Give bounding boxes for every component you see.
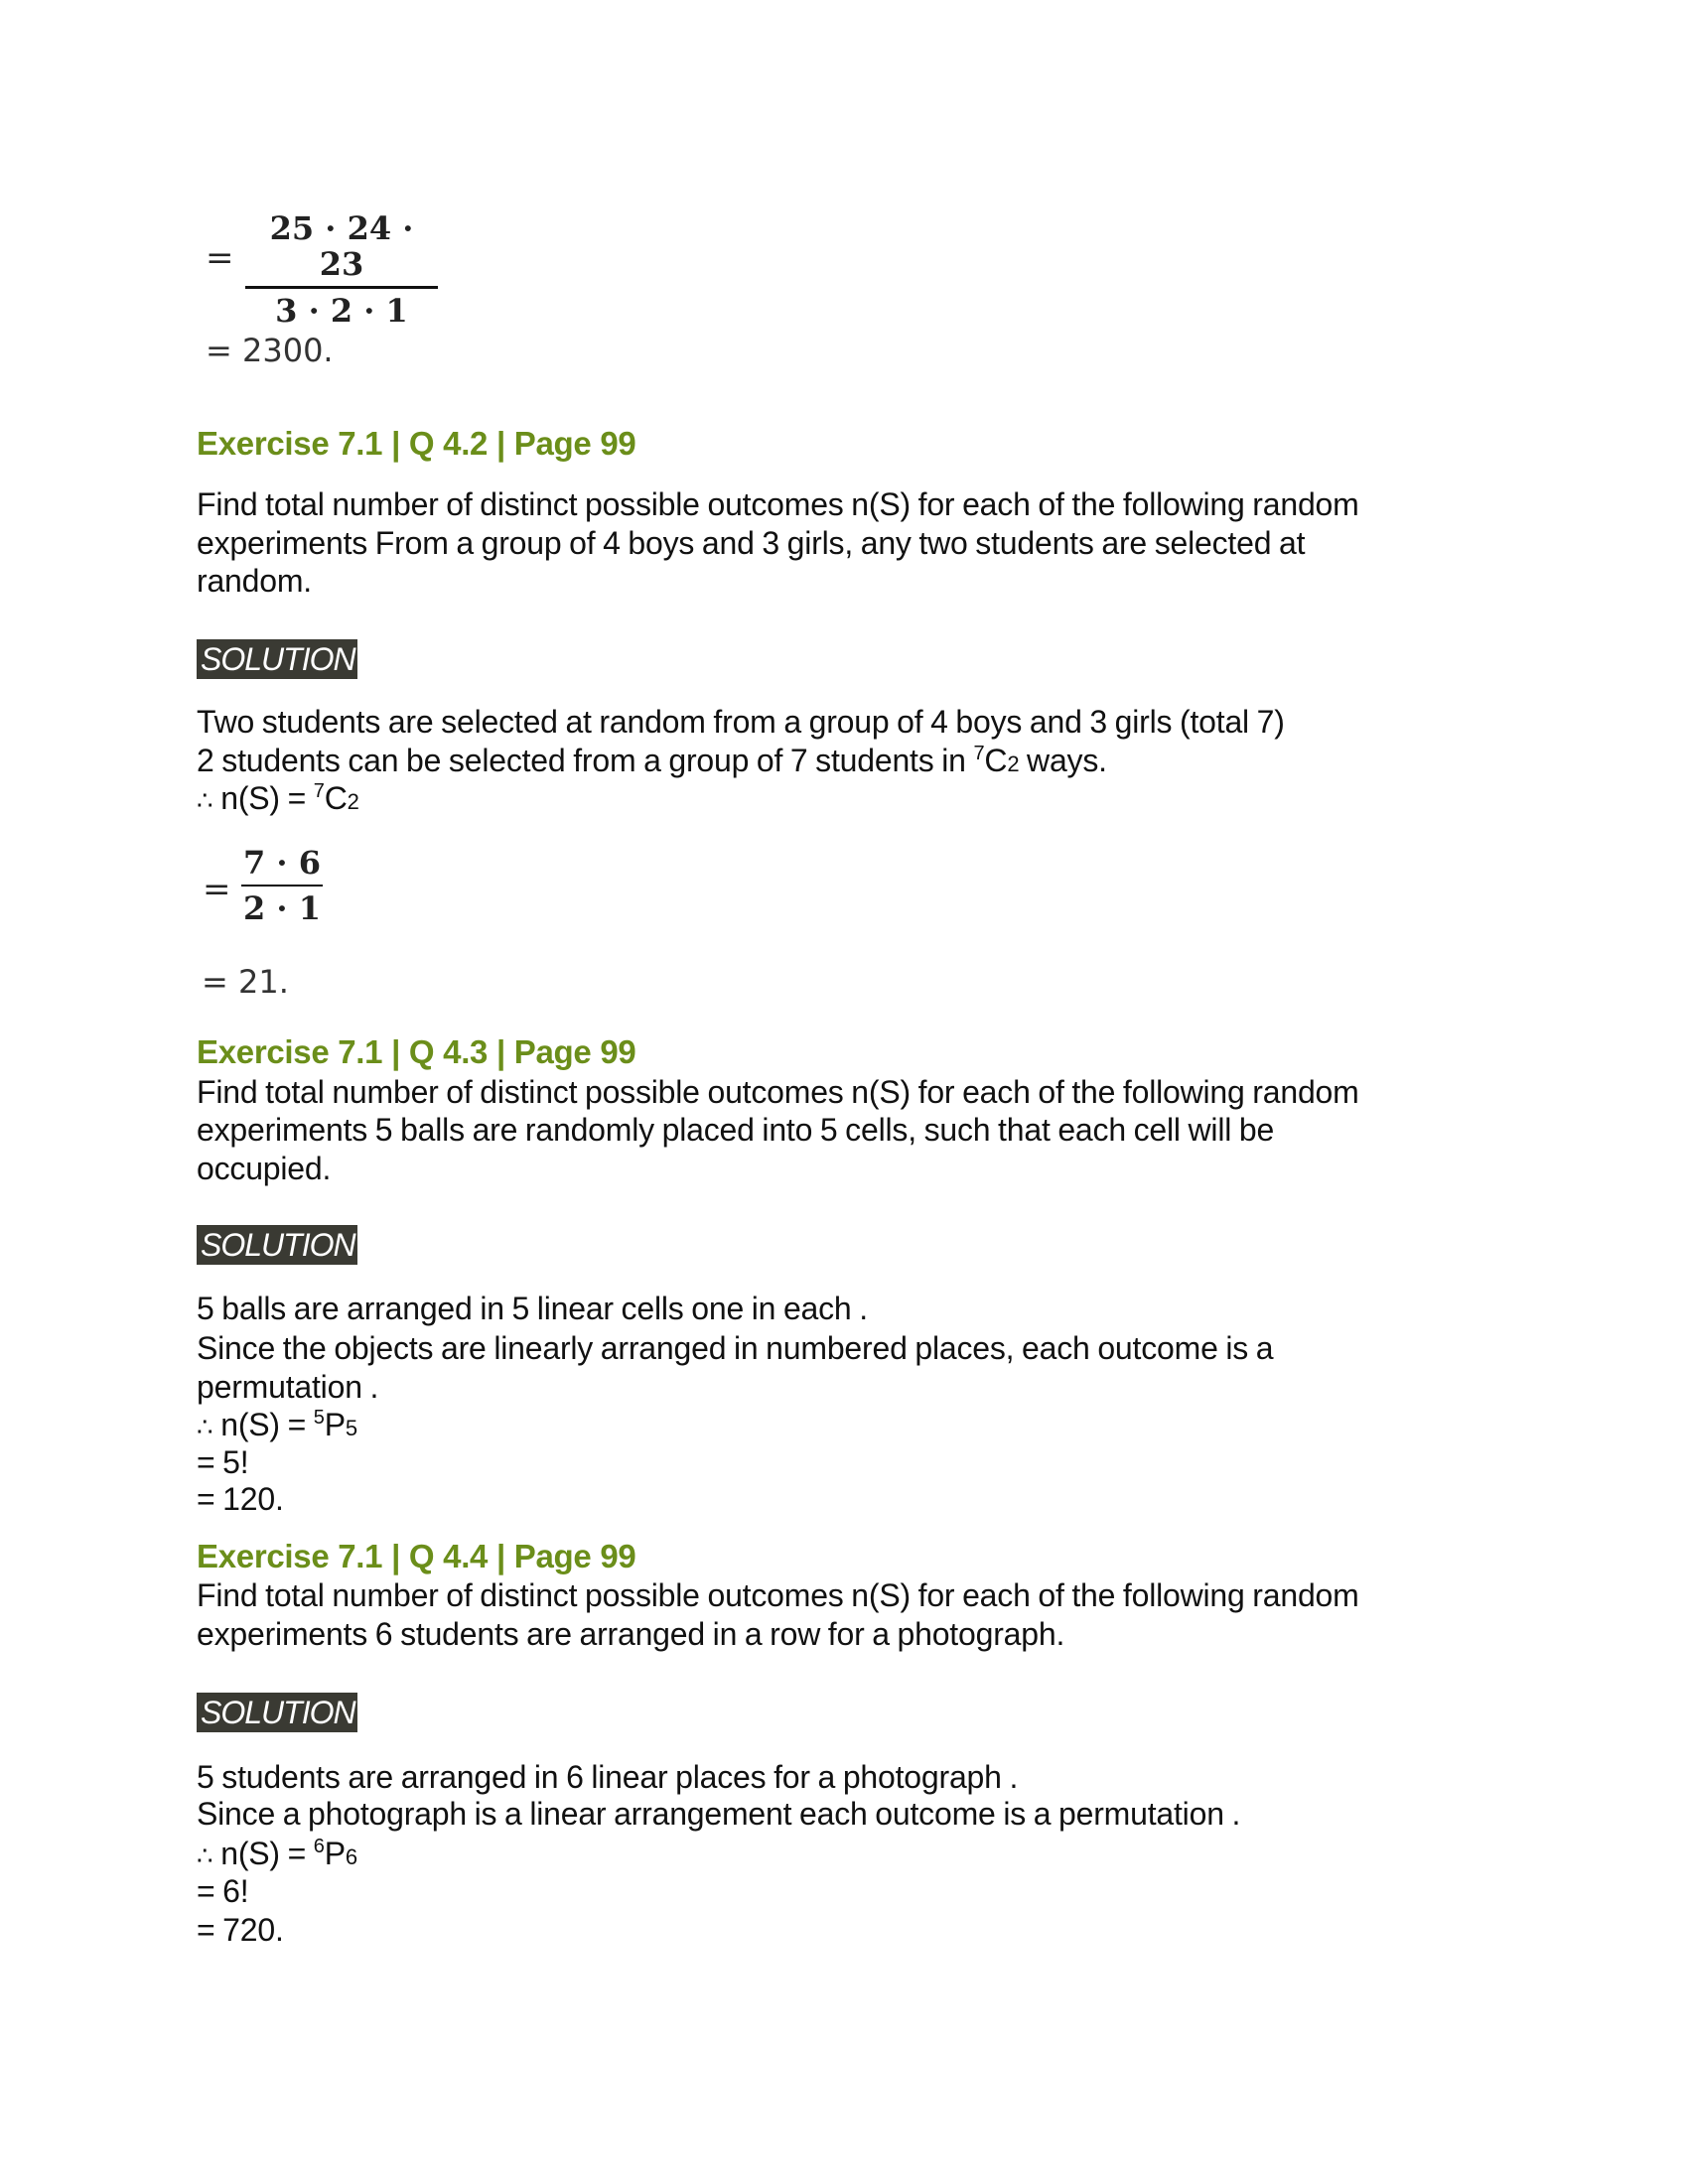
fraction <box>245 210 438 329</box>
solution-text-line: Since a photograph is a linear arrangement each outcome is a permutation . <box>197 1796 1241 1832</box>
exercise-heading: Exercise 7.1 | Q 4.4 | Page 99 <box>197 1538 636 1574</box>
equals-sign: = <box>203 870 231 909</box>
solution-text-line <box>197 742 1107 779</box>
solution-text-line: 5 students are arranged in 6 linear places for a photograph . <box>197 1759 1019 1795</box>
subscript: 2 <box>1007 751 1020 776</box>
question-text-line: occupied. <box>197 1151 332 1186</box>
solution-text: 2 students can be selected from a group of 7 students in <box>197 743 966 778</box>
solution-text-line: 5 balls are arranged in 5 linear cells one in each . <box>197 1291 868 1326</box>
fraction-denominator: 3 · 2 · 1 <box>275 292 408 330</box>
superscript: 6 <box>313 1836 325 1857</box>
superscript: 7 <box>313 780 325 802</box>
n-s-label: n(S) = <box>212 780 314 816</box>
question-text-line: experiments From a group of 4 boys and 3 girls, any two students are selected at <box>197 525 1306 561</box>
result-line: = 21. <box>202 963 289 1001</box>
question-text-line: experiments 6 students are arranged in a row for a photograph. <box>197 1616 1065 1652</box>
question-text-line: Find total number of distinct possible outcomes n(S) for each of the following random <box>197 1074 1359 1110</box>
n-s-line <box>197 779 359 817</box>
base: C <box>984 743 1008 778</box>
solution-badge: SOLUTION <box>197 1225 357 1265</box>
fraction-bar <box>241 885 323 887</box>
n-s-line <box>197 1406 357 1443</box>
n-s-label: n(S) = <box>212 1407 314 1442</box>
solution-text: ways. <box>1019 743 1107 778</box>
n-s-label: n(S) = <box>212 1836 314 1871</box>
subscript: 6 <box>345 1844 357 1869</box>
exercise-heading: Exercise 7.1 | Q 4.3 | Page 99 <box>197 1033 636 1070</box>
fraction-numerator: 7 · 6 <box>243 844 321 882</box>
therefore-symbol: ∴ <box>197 785 213 815</box>
therefore-symbol: ∴ <box>197 1841 213 1870</box>
base: C <box>324 780 348 816</box>
question-text-line: Find total number of distinct possible outcomes n(S) for each of the following random <box>197 1577 1359 1613</box>
combination-notation <box>973 743 1019 778</box>
solution-badge: SOLUTION <box>197 1693 357 1732</box>
step-line: = 120. <box>197 1481 284 1517</box>
question-text-line: random. <box>197 563 312 599</box>
step-line: = 6! <box>197 1873 249 1909</box>
solution-text-line: Two students are selected at random from a group of 4 boys and 3 girls (total 7) <box>197 704 1285 740</box>
subscript: 2 <box>347 789 359 814</box>
base: P <box>324 1836 346 1871</box>
fraction <box>241 845 323 926</box>
step-line: = 5! <box>197 1444 249 1480</box>
exercise-heading: Exercise 7.1 | Q 4.2 | Page 99 <box>197 425 636 462</box>
question-text-line: experiments 5 balls are randomly placed into 5 cells, such that each cell will be <box>197 1112 1275 1148</box>
question-text-line: Find total number of distinct possible outcomes n(S) for each of the following random <box>197 486 1359 522</box>
solution-text-line: Since the objects are linearly arranged in numbered places, each outcome is a <box>197 1330 1274 1366</box>
subscript: 5 <box>345 1416 357 1440</box>
step-line: = 720. <box>197 1912 284 1948</box>
result-line: = 2300. <box>206 332 334 369</box>
fraction-numerator: 25 · 24 · 23 <box>269 209 414 283</box>
fraction-bar <box>245 286 438 289</box>
solution-text-line: permutation . <box>197 1369 379 1405</box>
superscript: 5 <box>313 1407 325 1429</box>
fraction-denominator: 2 · 1 <box>243 889 321 927</box>
equals-sign: = <box>206 238 234 278</box>
therefore-symbol: ∴ <box>197 1412 213 1441</box>
base: P <box>324 1407 346 1442</box>
n-s-line <box>197 1835 357 1872</box>
superscript: 7 <box>973 743 985 764</box>
solution-badge: SOLUTION <box>197 639 357 679</box>
